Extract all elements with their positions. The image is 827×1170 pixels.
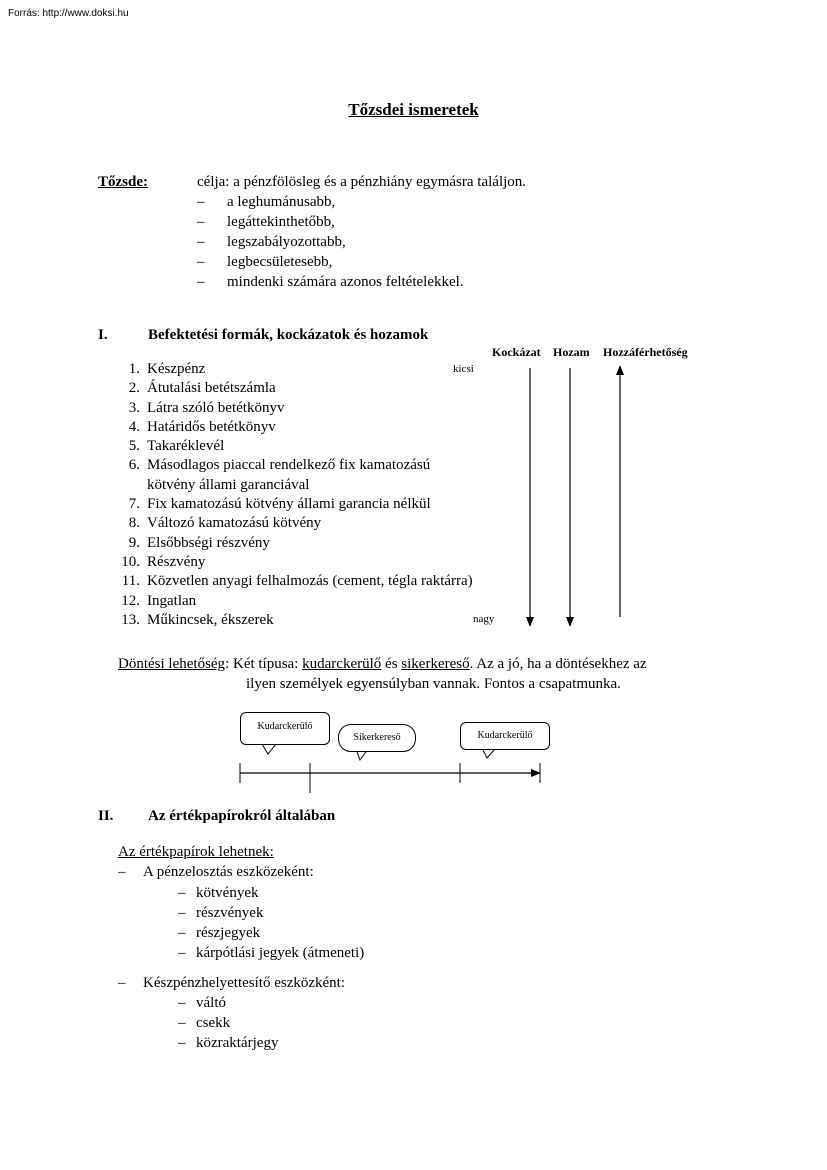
dontesi-text2: . Az a jó, ha a döntésekhez az	[469, 656, 647, 672]
section2-number: II.	[98, 808, 114, 824]
item-text: Látra szóló betétkönyv	[147, 399, 285, 416]
label-nagy: nagy	[473, 613, 495, 625]
hozam-arrow-down	[566, 368, 574, 627]
item-number: 5.	[128, 438, 140, 455]
col-hozam: Hozam	[553, 345, 590, 359]
item-text: Elsőbbségi részvény	[147, 534, 270, 551]
tozsde-intro: célja: a pénzfölösleg és a pénzhiány egymásra találjon.	[197, 174, 527, 190]
dontesi-line1	[118, 654, 647, 674]
list-item: – Készpénzhelyettesítő eszközként:	[118, 973, 345, 993]
bubble-kudarckerulo-1: Kudarckerülő	[240, 712, 330, 745]
item-number: 11.	[121, 573, 140, 590]
item-number: 8.	[128, 515, 140, 532]
item-number: 4.	[128, 418, 140, 435]
bubble-sikerkereso: Sikerkereső	[338, 724, 416, 752]
kockazat-arrow-down	[526, 368, 534, 627]
dontesi-and: és	[381, 656, 402, 672]
item-text: Határidős betétkönyv	[147, 418, 276, 435]
section2-title: Az értékpapírokról általában	[148, 808, 336, 824]
item-number: 7.	[128, 496, 140, 513]
item-text: Fix kamatozású kötvény állami garancia nélkül	[147, 496, 431, 513]
section1-title: Befektetési formák, kockázatok és hozamok	[148, 327, 429, 343]
source-url: Forrás: http://www.doksi.hu	[8, 8, 129, 19]
list-item: – a leghumánusabb,	[197, 192, 464, 212]
item-number: 3.	[128, 399, 140, 416]
item-text: Másodlagos piaccal rendelkező fix kamatozású	[147, 457, 431, 474]
list-item: – váltó	[178, 993, 278, 1013]
item-text: Közvetlen anyagi felhalmozás (cement, tégla raktárra)	[147, 573, 473, 590]
list-item: – részjegyek	[178, 923, 364, 943]
tozsde-label: Tőzsde:	[98, 174, 148, 190]
item-text: Műkincsek, ékszerek	[147, 611, 274, 628]
item-number: 9.	[128, 534, 140, 551]
bubble-kudarckerulo-2: Kudarckerülő	[460, 722, 550, 750]
sikerkereso-term: sikerkereső	[401, 656, 470, 672]
item-text-continued: kötvény állami garanciával	[147, 476, 310, 493]
item-number: 6.	[128, 457, 140, 474]
list-item: – mindenki számára azonos feltételekkel.	[197, 272, 464, 292]
decision-timeline	[240, 763, 541, 793]
item-number: 13.	[121, 611, 140, 628]
item-text: Ingatlan	[147, 592, 197, 609]
item-text: Részvény	[147, 553, 206, 570]
item-number: 12.	[121, 592, 140, 609]
page-title: Tőzsdei ismeretek	[348, 100, 479, 119]
list-item: – legbecsületesebb,	[197, 252, 464, 272]
item-text: Takaréklevél	[147, 438, 225, 455]
list-item: – A pénzelosztás eszközeként:	[118, 862, 314, 882]
item-number: 10.	[121, 553, 140, 570]
group1-list	[178, 883, 364, 963]
list-item: – legszabályozottabb,	[197, 232, 464, 252]
item-number: 1.	[128, 361, 140, 377]
kudarckerulo-term: kudarckerülő	[302, 656, 382, 672]
dontesi-line2: ilyen személyek egyensúlyban vannak. Fontos a csapatmunka.	[246, 676, 621, 692]
dontesi-text1: : Két típusa:	[225, 656, 303, 672]
item-text: Változó kamatozású kötvény	[147, 515, 322, 532]
bubble-tail	[262, 744, 276, 754]
group1-heading	[118, 862, 314, 882]
list-item: – kötvények	[178, 883, 364, 903]
list-item: – legáttekinthetőbb,	[197, 212, 464, 232]
item-number: 2.	[128, 380, 140, 397]
group2-heading	[118, 973, 345, 993]
col-hozzaferhetoseg: Hozzáférhetőség	[603, 345, 688, 359]
list-item: – közraktárjegy	[178, 1033, 278, 1053]
col-kockazat: Kockázat	[492, 345, 541, 359]
item-text: Készpénz	[147, 361, 206, 377]
dontesi-label: Döntési lehetőség	[118, 656, 226, 672]
section2-intro: Az értékpapírok lehetnek:	[118, 844, 274, 860]
list-item: – részvények	[178, 903, 364, 923]
hozzaferhetoseg-arrow-up	[616, 365, 624, 617]
section1-number: I.	[98, 327, 108, 343]
item-text: Átutalási betétszámla	[147, 380, 276, 397]
list-item: – kárpótlási jegyek (átmeneti)	[178, 943, 364, 963]
label-kicsi: kicsi	[453, 363, 474, 375]
group2-list	[178, 993, 278, 1053]
list-item: – csekk	[178, 1013, 278, 1033]
